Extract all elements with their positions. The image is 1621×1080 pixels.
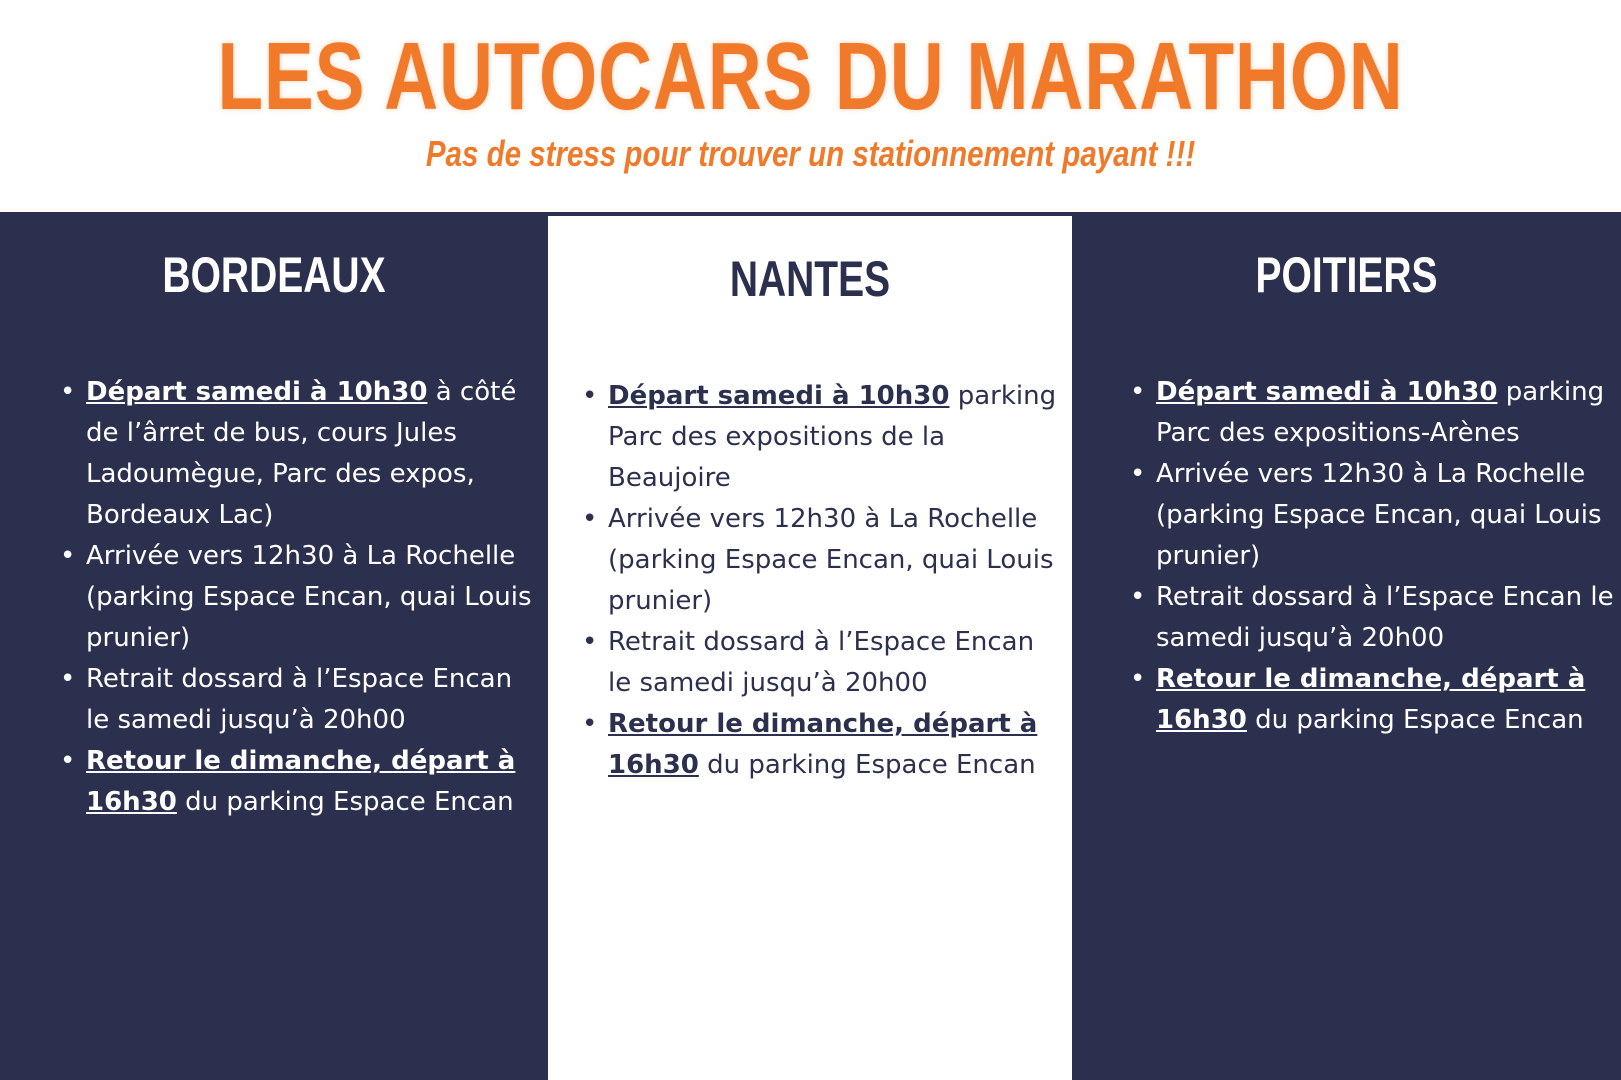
item-highlight: Départ samedi à 10h30: [86, 377, 428, 407]
column-poitiers: [1072, 212, 1621, 1080]
list-item: [60, 659, 536, 741]
bullet-icon: •: [582, 627, 598, 657]
item-text: Arrivée vers 12h30 à La Rochelle (parking Espace Encan, quai Louis prunier): [86, 541, 532, 653]
column-title: NANTES: [729, 251, 891, 307]
bullet-icon: •: [582, 504, 598, 534]
bullet-icon: •: [1130, 377, 1146, 407]
item-highlight: Départ samedi à 10h30: [1156, 377, 1498, 407]
item-text: du parking Espace Encan: [1246, 705, 1584, 735]
item-text: parking Parc des expositions-Arènes: [1156, 377, 1605, 448]
bullet-icon: •: [60, 377, 76, 407]
bullet-icon: •: [582, 709, 598, 739]
item-text: Arrivée vers 12h30 à La Rochelle (parking Espace Encan, quai Louis prunier): [608, 504, 1054, 616]
column-title: BORDEAUX: [162, 247, 386, 303]
item-highlight: Départ samedi à 10h30: [608, 381, 950, 411]
bullet-icon: •: [1130, 459, 1146, 489]
list-item: [582, 704, 1058, 786]
page-title: LES AUTOCARS DU MARATHON: [217, 23, 1404, 130]
bullet-icon: •: [582, 381, 598, 411]
item-text: Retrait dossard à l’Espace Encan le samedi jusqu’à 20h00: [1156, 582, 1614, 653]
info-list: [60, 372, 536, 823]
column-title: POITIERS: [1255, 247, 1438, 303]
item-text: du parking Espace Encan: [176, 787, 514, 817]
list-item: [60, 536, 536, 659]
info-list: [1130, 372, 1616, 741]
item-text: Retrait dossard à l’Espace Encan le samedi jusqu’à 20h00: [608, 627, 1035, 698]
item-highlight: Retour le dimanche, départ à 16h30: [1156, 664, 1586, 735]
item-highlight: Retour le dimanche, départ à 16h30: [86, 746, 516, 817]
list-item: [1130, 372, 1616, 454]
bullet-icon: •: [1130, 582, 1146, 612]
list-item: [1130, 577, 1616, 659]
item-text: parking Parc des expositions de la Beaujoire: [608, 381, 1057, 493]
list-item: [582, 376, 1058, 499]
bullet-icon: •: [1130, 664, 1146, 694]
list-item: [60, 741, 536, 823]
item-highlight: Retour le dimanche, départ à 16h30: [608, 709, 1038, 780]
item-text: du parking Espace Encan: [698, 750, 1036, 780]
item-text: à côté de l’ârret de bus, cours Jules Ladoumègue, Parc des expos, Bordeaux Lac): [86, 377, 517, 530]
bullet-icon: •: [60, 541, 76, 571]
bullet-icon: •: [60, 746, 76, 776]
list-item: [582, 499, 1058, 622]
info-list: [582, 376, 1058, 786]
header: [0, 0, 1621, 212]
list-item: [60, 372, 536, 536]
list-item: [1130, 659, 1616, 741]
item-text: Arrivée vers 12h30 à La Rochelle (parking Espace Encan, quai Louis prunier): [1156, 459, 1602, 571]
bullet-icon: •: [60, 664, 76, 694]
page-subtitle: Pas de stress pour trouver un stationnement payant !!!: [425, 133, 1196, 174]
column-bordeaux: [0, 212, 548, 1080]
item-text: Retrait dossard à l’Espace Encan le samedi jusqu’à 20h00: [86, 664, 513, 735]
list-item: [1130, 454, 1616, 577]
list-item: [582, 622, 1058, 704]
column-nantes: [548, 212, 1072, 1080]
